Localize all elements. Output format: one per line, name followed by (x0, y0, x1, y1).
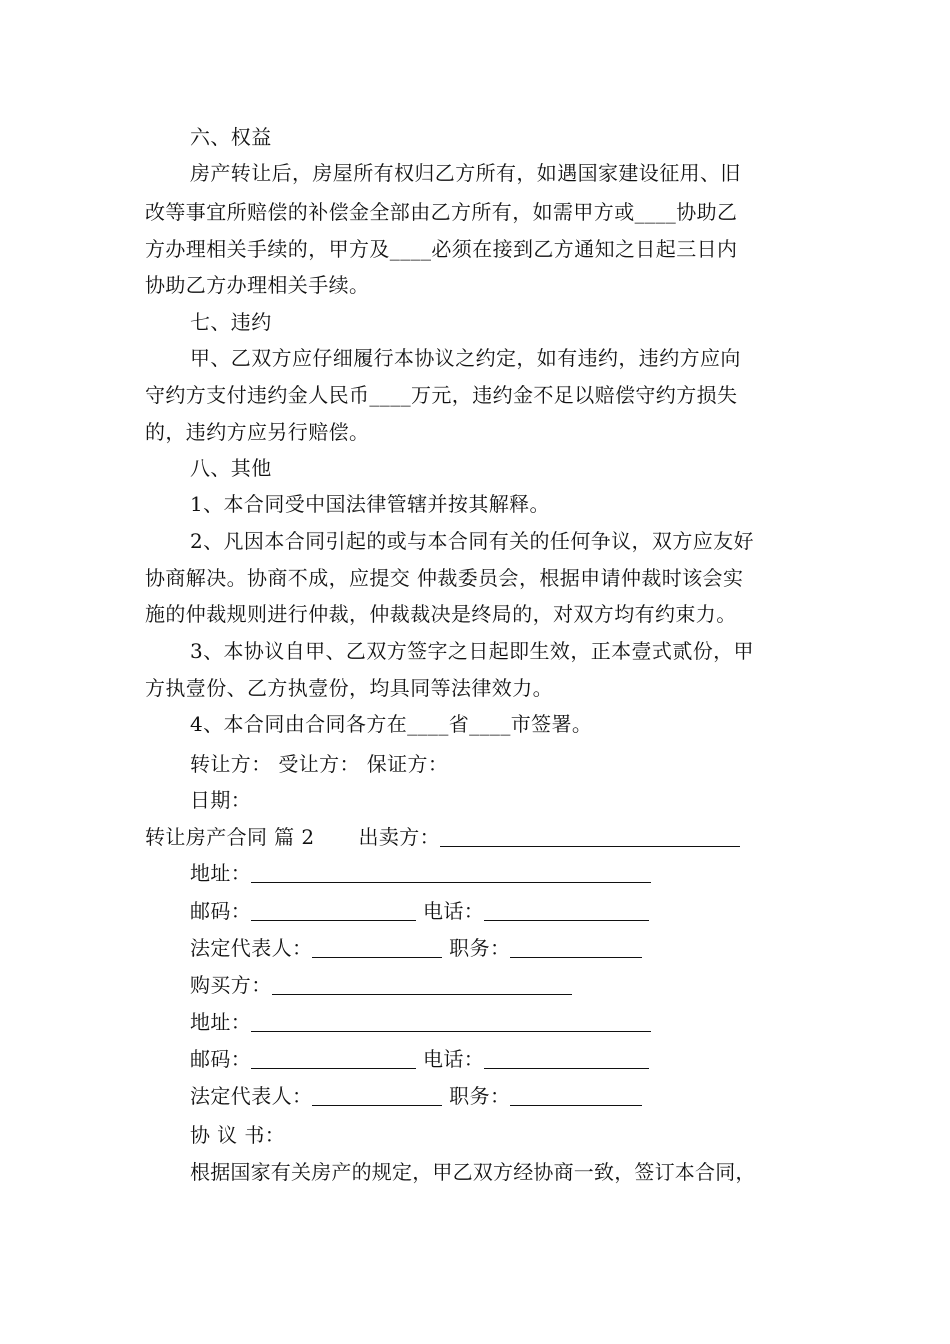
legal-rep-label: 法定代表人： (190, 936, 313, 960)
seller-position-field[interactable] (510, 937, 642, 958)
clause-item: 2、凡因本合同引起的或与本合同有关的任何争议，双方应友好 (190, 529, 754, 553)
seller-postcode-field[interactable] (251, 900, 416, 921)
buyer-field[interactable] (272, 974, 572, 995)
buyer-address-row (190, 1009, 850, 1035)
buyer-row (190, 972, 850, 998)
buyer-phone-field[interactable] (484, 1048, 649, 1069)
section-heading-other: 八、其他 (190, 456, 272, 480)
address-label: 地址： (190, 861, 252, 885)
phone-label: 电话： (422, 1047, 485, 1071)
seller-legal-rep-field[interactable] (312, 937, 442, 958)
address-label: 地址： (190, 1010, 252, 1034)
buyer-rep-row (190, 1083, 850, 1109)
paragraph-line: 协商解决。协商不成，应提交 仲裁委员会，根据申请仲裁时该会实 (145, 566, 744, 590)
seller-rep-row (190, 935, 850, 961)
clause-item: 3、本协议自甲、乙双方签字之日起即生效，正本壹式贰份，甲 (190, 639, 754, 663)
position-label: 职务： (449, 936, 511, 960)
seller-address-field[interactable] (251, 862, 651, 883)
buyer-address-field[interactable] (251, 1011, 651, 1032)
seller-field[interactable] (440, 826, 740, 847)
buyer-contact-row (190, 1046, 850, 1072)
agreement-first-line: 根据国家有关房产的规定，甲乙双方经协商一致，签订本合同， (190, 1160, 756, 1184)
buyer-label: 购买方： (190, 973, 272, 997)
paragraph-line: 的，违约方应另行赔偿。 (145, 420, 370, 444)
legal-rep-label: 法定代表人： (190, 1084, 313, 1108)
paragraph-line: 改等事宜所赔偿的补偿金全部由乙方所有，如需甲方或____协助乙 (145, 200, 738, 224)
buyer-position-field[interactable] (510, 1085, 642, 1106)
seller-row (145, 824, 805, 850)
paragraph-line: 守约方支付违约金人民币____万元，违约金不足以赔偿守约方损失 (145, 383, 738, 407)
contract-heading: 转让房产合同 篇 2 (145, 825, 315, 849)
paragraph-line: 甲、乙双方应仔细履行本协议之约定，如有违约，违约方应向 (190, 346, 741, 370)
buyer-postcode-field[interactable] (251, 1048, 416, 1069)
postcode-label: 邮码： (190, 899, 252, 923)
date-label: 日期： (190, 788, 252, 812)
postcode-label: 邮码： (190, 1047, 252, 1071)
seller-label: 出卖方： (358, 825, 441, 849)
paragraph-line: 协助乙方办理相关手续。 (145, 273, 370, 297)
paragraph-line: 施的仲裁规则进行仲裁，仲裁裁决是终局的，对双方均有约束力。 (145, 602, 737, 626)
paragraph-line: 方执壹份、乙方执壹份，均具同等法律效力。 (145, 676, 553, 700)
signature-parties: 转让方： 受让方： 保证方： (190, 752, 449, 776)
seller-contact-row (190, 898, 850, 924)
agreement-heading: 协 议 书： (190, 1123, 286, 1147)
clause-item: 1、本合同受中国法律管辖并按其解释。 (190, 492, 550, 516)
paragraph-line: 房产转让后，房屋所有权归乙方所有，如遇国家建设征用、旧 (190, 161, 741, 185)
section-heading-breach: 七、违约 (190, 310, 272, 334)
phone-label: 电话： (422, 899, 485, 923)
buyer-legal-rep-field[interactable] (312, 1085, 442, 1106)
paragraph-line: 方办理相关手续的，甲方及____必须在接到乙方通知之日起三日内 (145, 237, 738, 261)
clause-item: 4、本合同由合同各方在____省____市签署。 (190, 712, 593, 736)
seller-address-row (190, 860, 850, 886)
section-heading-rights: 六、权益 (190, 125, 272, 149)
seller-phone-field[interactable] (484, 900, 649, 921)
position-label: 职务： (449, 1084, 511, 1108)
